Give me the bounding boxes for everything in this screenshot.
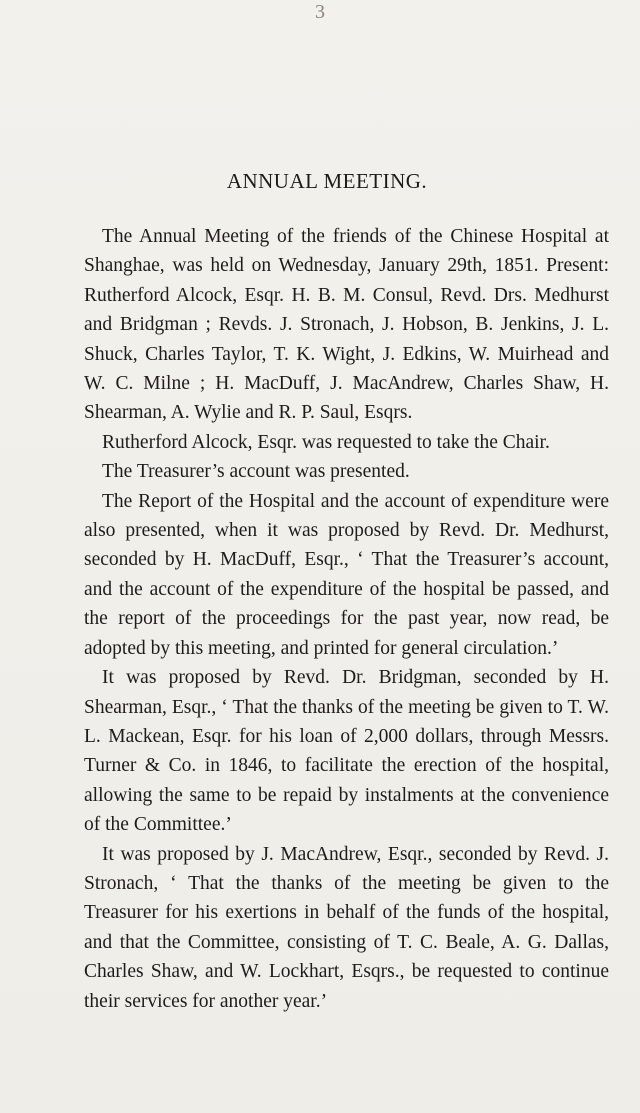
- paragraph-treasurer-thanks: It was proposed by J. MacAndrew, Esqr., seconded by Revd. J. Stronach, ‘ That the thanks of the meeting be given to the Treasurer for his exertions in behalf of the funds of the hospital, and that the Committee, consisting of T. C. Beale, A. G. Dallas, Charles Shaw, and W. Lockhart, Esqrs., be requested to continue their services for another year.’: [84, 843, 609, 1012]
- page-title: ANNUAL MEETING.: [226, 169, 428, 193]
- body-text: [84, 222, 609, 1016]
- paragraph-chair: Rutherford Alcock, Esqr. was requested to take the Chair.: [102, 431, 550, 453]
- page-number: 3: [315, 1, 325, 23]
- paragraph-treasurer-account: The Treasurer’s account was presented.: [102, 461, 410, 483]
- paragraph-attendance: The Annual Meeting of the friends of the Chinese Hospital at Shanghae, was held on Wednesday, January 29th, 1851. Present: Rutherford Alcock, Esqr. H. B. M. Consul, Revd. Drs. Medhurst and Bridgman ; Revds. J. Stronach, J. Hobson, B. Jenkins, J. L. Shuck, Charles Taylor, T. K. Wight, J. Edkins, W. Muirhead and W. C. Milne ; H. MacDuff, J. MacAndrew, Charles Shaw, H. Shearman, A. Wylie and R. P. Saul, Esqrs.: [84, 226, 609, 424]
- paragraph-report-resolution: The Report of the Hospital and the account of expenditure were also presented, when it was proposed by Revd. Dr. Medhurst, seconded by H. MacDuff, Esqr., ‘ That the Treasurer’s account, and the account of the expenditure of the hospital be passed, and the report of the proceedings for the past year, now read, be adopted by this meeting, and printed for general circulation.’: [84, 490, 609, 659]
- paragraph-loan-thanks: It was proposed by Revd. Dr. Bridgman, seconded by H. Shearman, Esqr., ‘ That the thanks of the meeting be given to T. W. L. Mackean, Esqr. for his loan of 2,000 dollars, through Messrs. Turner & Co. in 1846, to facilitate the erection of the hospital, allowing the same to be repaid by instalments at the convenience of the Committee.’: [84, 667, 609, 836]
